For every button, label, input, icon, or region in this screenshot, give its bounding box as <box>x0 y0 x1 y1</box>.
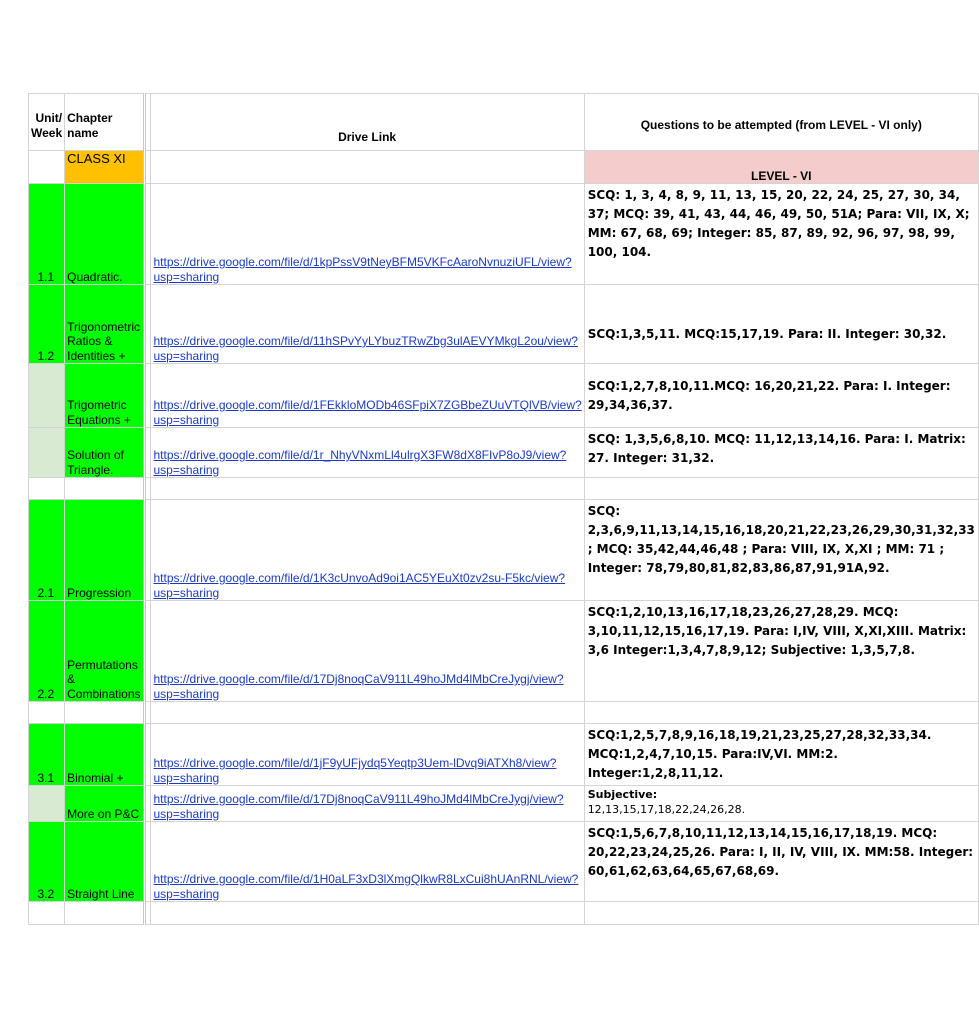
drive-link-header: Drive Link <box>150 94 584 151</box>
unit-cell: 2.1 <box>29 500 65 601</box>
questions-cell: SCQ: 1, 3, 4, 8, 9, 11, 13, 15, 20, 22, 24, 25, 27, 30, 34, 37; MCQ: 39, 41, 43, 44, 46, 49, 50, 51A; Para: VII, IX, X; MM: 67, 68, 69; Integer: 85, 87, 89, 92, 96, 97, 98, 99, 100, 104. <box>584 184 978 285</box>
chapter-cell: Straight Line <box>65 822 144 902</box>
chapter-cell: Binomial + <box>65 724 144 786</box>
table-row <box>29 500 979 601</box>
drive-link[interactable] <box>150 724 584 786</box>
drive-link[interactable] <box>150 601 584 702</box>
unit-cell <box>29 786 65 822</box>
drive-link-text[interactable]: https://drive.google.com/file/d/1H0aLF3xD3lXmgQlkwR8LxCui8hUAnRNL/view?usp=sharing <box>153 872 579 901</box>
table-row <box>29 184 979 285</box>
header-row <box>29 94 979 151</box>
unit-cell: 1.2 <box>29 285 65 364</box>
chapter-cell: Trigometric Equations + <box>65 364 144 428</box>
drive-link[interactable] <box>150 364 584 428</box>
table-row <box>29 601 979 702</box>
spacer-row <box>29 478 979 500</box>
chapter-cell: Quadratic. <box>65 184 144 285</box>
unit-cell: 2.2 <box>29 601 65 702</box>
questions-cell: SCQ:1,2,5,7,8,9,16,18,19,21,23,25,27,28,32,33,34. MCQ:1,2,4,7,10,15. Para:IV,VI. MM:2. Integer:1,2,8,11,12. <box>584 724 978 786</box>
questions-cell: SCQ:1,2,7,8,10,11.MCQ: 16,20,21,22. Para: I. Integer: 29,34,36,37. <box>584 364 978 428</box>
subjective-label: Subjective: <box>587 788 658 801</box>
unit-cell <box>29 364 65 428</box>
questions-cell: SCQ: 2,3,6,9,11,13,14,15,16,18,20,21,22,23,26,29,30,31,32,33 ; MCQ: 35,42,44,46,48 ; Para: VIII, IX, X,XI ; MM: 71 ; Integer: 78,79,80,81,82,83,86,87,91,91A,92. <box>584 500 978 601</box>
chapter-cell: Trigonometric Ratios & Identities + <box>65 285 144 364</box>
drive-link[interactable] <box>150 285 584 364</box>
questions-cell: SCQ: 1,3,5,6,8,10. MCQ: 11,12,13,14,16. Para: I. Matrix: 27. Integer: 31,32. <box>584 428 978 478</box>
questions-cell: SCQ:1,3,5,11. MCQ:15,17,19. Para: II. Integer: 30,32. <box>584 285 978 364</box>
drive-link-text[interactable]: https://drive.google.com/file/d/1kpPssV9tNeyBFM5VKFcAaroNvnuziUFL/view?usp=sharing <box>153 255 572 284</box>
table-row <box>29 724 979 786</box>
table-row <box>29 786 979 822</box>
chapter-cell: Permutations & Combinations <box>65 601 144 702</box>
questions-cell: SCQ:1,2,10,13,16,17,18,23,26,27,28,29. MCQ: 3,10,11,12,15,16,17,19. Para: I,IV, VIII, X,XI,XIII. Matrix: 3,6 Integer:1,3,4,7,8,9,12; Subjective: 1,3,5,7,8. <box>584 601 978 702</box>
drive-link-text[interactable]: https://drive.google.com/file/d/1FEkkloMODb46SFpiX7ZGBbeZUuVTQlVB/view?usp=sharing <box>153 398 582 427</box>
chapter-cell: More on P&C <box>65 786 144 822</box>
chapter-cell: Progression <box>65 500 144 601</box>
unit-cell <box>29 428 65 478</box>
table-row <box>29 822 979 902</box>
assignment-table <box>28 93 979 925</box>
drive-link[interactable] <box>150 786 584 822</box>
questions-cell: SCQ:1,5,6,7,8,10,11,12,13,14,15,16,17,18,19. MCQ: 20,22,23,24,25,26. Para: I, II, IV, VIII, IX. MM:58. Integer: 60,61,62,63,64,65,67,68,69. <box>584 822 978 902</box>
class-label: CLASS XI <box>65 151 144 184</box>
chapter-cell: Solution of Triangle. <box>65 428 144 478</box>
drive-link[interactable] <box>150 500 584 601</box>
unit-cell: 3.1 <box>29 724 65 786</box>
drive-link[interactable] <box>150 428 584 478</box>
drive-link[interactable] <box>150 184 584 285</box>
subjective-values: 12,13,15,17,18,22,24,26,28. <box>587 803 746 816</box>
unit-cell: 3.2 <box>29 822 65 902</box>
table-row <box>29 428 979 478</box>
questions-header: Questions to be attempted (from LEVEL - VI only) <box>584 94 978 151</box>
chapter-name-header: Chapter name <box>65 94 144 151</box>
drive-link-text[interactable]: https://drive.google.com/file/d/17Dj8noqCaV911L49hoJMd4lMbCreJygj/view?usp=sharing <box>153 672 564 701</box>
table-row <box>29 364 979 428</box>
unit-week-header: Unit/ Week <box>29 94 65 151</box>
drive-link-text[interactable]: https://drive.google.com/file/d/1K3cUnvoAd9oi1AC5YEuXt0zv2su-F5kc/view?usp=sharing <box>153 571 566 600</box>
questions-cell <box>584 786 978 822</box>
spacer-row <box>29 702 979 724</box>
drive-link[interactable] <box>150 822 584 902</box>
level-label: LEVEL - VI <box>584 151 978 184</box>
class-level-row <box>29 151 979 184</box>
drive-link-text[interactable]: https://drive.google.com/file/d/1jF9yUFjydq5Yeqtp3Uem-lDvq9iATXh8/view?usp=sharing <box>153 756 557 785</box>
unit-cell: 1.1 <box>29 184 65 285</box>
drive-link-text[interactable]: https://drive.google.com/file/d/1r_NhyVNxmLl4ulrgX3FW8dX8FIvP8oJ9/view?usp=sharing <box>153 448 567 477</box>
spacer-row <box>29 902 979 925</box>
drive-link-text[interactable]: https://drive.google.com/file/d/17Dj8noqCaV911L49hoJMd4lMbCreJygj/view?usp=sharing <box>153 792 564 821</box>
table-row <box>29 285 979 364</box>
drive-link-text[interactable]: https://drive.google.com/file/d/11hSPvYyLYbuzTRwZbg3ulAEVYMkgL2ou/view?usp=sharing <box>153 334 578 363</box>
